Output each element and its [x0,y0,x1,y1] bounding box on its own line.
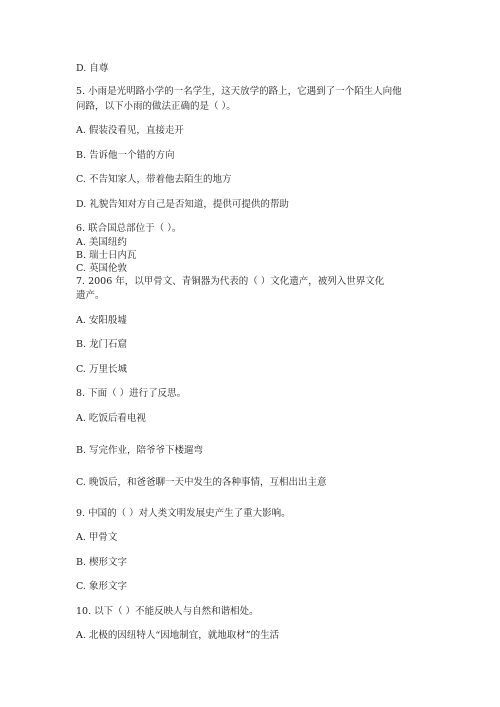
option-q7-b: B. 龙门石窟 [76,339,128,350]
option-q5-d: D. 礼貌告知对方自己是否知道，提供可提供的帮助 [76,199,289,210]
question-10: 10. 以下（ ）不能反映人与自然和谐相处。 [76,606,259,617]
option-q8-c: C. 晚饭后，和爸爸聊一天中发生的各种事情，互相出出主意 [76,477,327,488]
option-q9-b: B. 楔形文字 [76,557,128,568]
option-q5-b: B. 告诉他一个错的方向 [76,150,175,161]
option-q8-a: A. 吃饭后看电视 [76,413,146,424]
option-q7-a: A. 安阳殷墟 [76,315,127,326]
option-q9-a: A. 甲骨文 [76,532,118,543]
option-q6-c: C. 英国伦敦 [76,263,127,274]
question-6: 6. 联合国总部位于（ ）。 [76,223,182,234]
option-q6-a: A. 美国纽约 [76,237,127,248]
question-7-line-2: 遗产。 [76,290,105,301]
option-q4-d: D. 自尊 [76,63,109,74]
question-9: 9. 中国的（ ）对人类文明发展史产生了重大影响。 [76,508,291,519]
option-q6-b: B. 瑞士日内瓦 [76,250,137,261]
option-q7-c: C. 万里长城 [76,364,127,375]
option-q8-b: B. 写完作业，陪爷爷下楼遛弯 [76,445,204,456]
question-5-line-1: 5. 小雨是光明路小学的一名学生，这天放学的路上，它遇到了一个陌生人向他 [76,86,402,97]
question-5-line-2: 问路，以下小雨的做法正确的是（ ）。 [76,101,236,112]
question-8: 8. 下面（ ）进行了反思。 [76,388,187,399]
option-q9-c: C. 象形文字 [76,581,127,592]
question-7-line-1: 7. 2006 年，以甲骨文、青铜器为代表的（ ）文化遗产，被列入世界文化 [76,276,385,287]
option-q5-c: C. 不告知家人，带着他去陌生的地方 [76,174,232,185]
option-q5-a: A. 假装没看见，直接走开 [76,125,184,136]
option-q10-a: A. 北极的因纽特人“因地制宜，就地取材”的生活 [76,630,280,641]
